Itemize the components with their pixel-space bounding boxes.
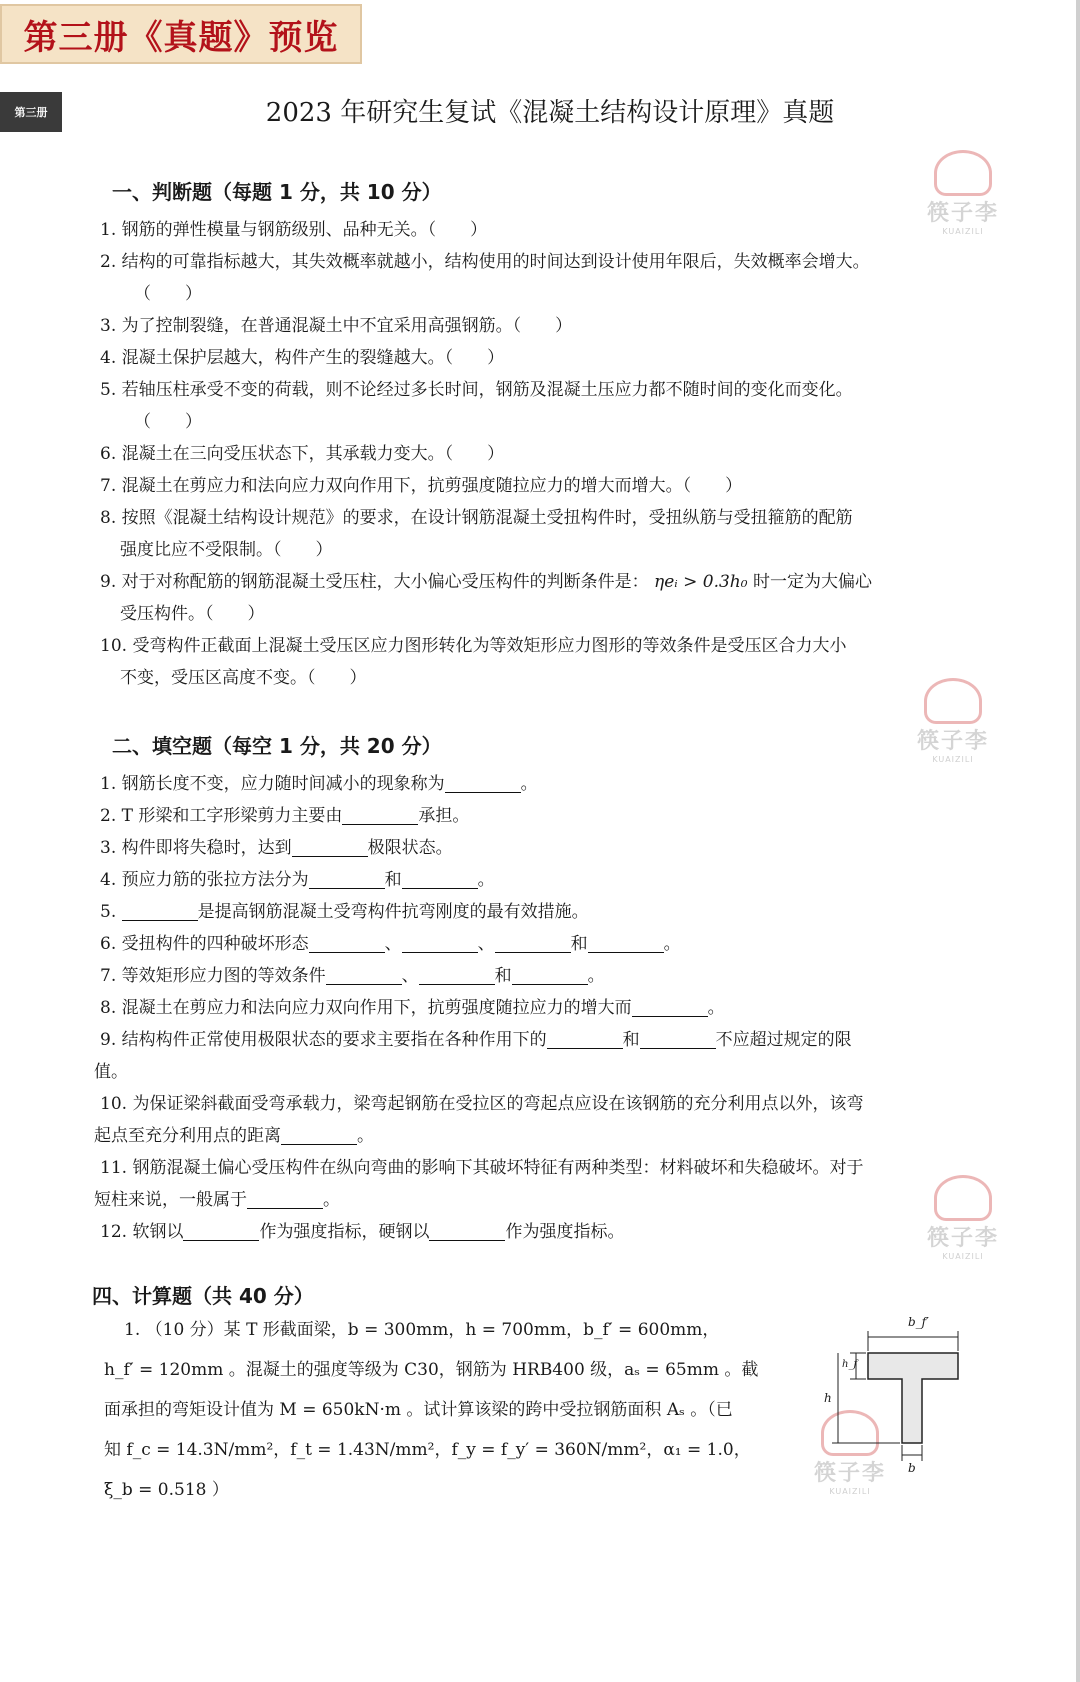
page-title: 2023 年研究生复试《混凝土结构设计原理》真题 [265,98,835,128]
answer-blank [547,1030,623,1049]
answer-blank [122,902,198,921]
page-edge-shadow [1076,0,1080,1682]
blank-question-10: 10. 为保证梁斜截面受弯承载力，梁弯起钢筋在受拉区的弯起点应设在该钢筋的充分利用点以外，该弯 [100,1094,864,1114]
answer-blank [247,1190,323,1209]
answer-blank [309,934,385,953]
blank-question-4: 4. 预应力筋的张拉方法分为 和 。 [100,870,495,890]
blank-question-3: 3. 构件即将失稳时，达到 极限状态。 [100,838,453,858]
blank-question-7: 7. 等效矩形应力图的等效条件 、 和 。 [100,966,605,986]
blank-question-11-cont: 短柱来说，一般属于 。 [94,1190,340,1210]
watermark-logo: 筷子李 KUAIZILI [918,1175,1008,1261]
calc-question-1 [104,1310,794,1510]
t-beam-outline [868,1353,958,1443]
question-6: 6. 混凝土在三向受压状态下，其承载力变大。（ ） [100,444,505,464]
answer-blank [512,966,588,985]
answer-blank [429,1222,505,1241]
watermark-logo: 筷子李 KUAIZILI [805,1410,895,1496]
question-8: 8. 按照《混凝土结构设计规范》的要求，在设计钢筋混凝土受扭构件时，受扭纵筋与受扭箍筋的配筋 强度比应不受限制。（ ） [100,508,853,560]
blank-question-9-cont: 值。 [94,1062,128,1082]
label-h: h [824,1391,832,1405]
banner-text: 第三册《真题》预览 [23,17,339,58]
question-2: 2. 结构的可靠指标越大，其失效概率就越小，结构使用的时间达到设计使用年限后，失效概率会增大。 （ ） [100,252,870,304]
answer-blank [588,934,664,953]
answer-blank [309,870,385,889]
blank-question-1: 1. 钢筋长度不变，应力随时间减小的现象称为 。 [100,774,538,794]
calc-line: 面承担的弯矩设计值为 M = 650kN·m 。试计算该梁的跨中受拉钢筋面积 Aₛ 。（已 [104,1400,733,1420]
answer-blank [326,966,402,985]
question-7: 7. 混凝土在剪应力和法向应力双向作用下，抗剪强度随拉应力的增大而增大。（ ） [100,476,743,496]
blank-question-8: 8. 混凝土在剪应力和法向应力双向作用下，抗剪强度随拉应力的增大而 。 [100,998,725,1018]
question-10: 10. 受弯构件正截面上混凝土受压区应力图形转化为等效矩形应力图形的等效条件是受压区合力大小 不变，受压区高度不变。（ ） [100,636,847,688]
label-hf: h_f [842,1359,858,1370]
section-fill-blank [94,730,1000,1248]
answer-blank [640,1030,716,1049]
section-heading-calc: 四、计算题（共 40 分） [92,1284,314,1308]
t-section-svg [820,1315,970,1480]
calc-line: 知 f_c = 14.3N/mm²，f_t = 1.43N/mm²，f_y = f_y′ = 360N/mm²，α₁ = 1.0， [104,1440,751,1460]
question-5: 5. 若轴压柱承受不变的荷载，则不论经过多长时间，钢筋及混凝土压应力都不随时间的变化而变化。 （ ） [100,380,853,432]
answer-blank [402,934,478,953]
section-heading: 二、填空题（每空 1 分，共 20 分） [112,734,442,758]
blank-question-12: 12. 软钢以 作为强度指标，硬钢以 作为强度指标。 [100,1222,625,1242]
answer-blank [402,870,478,889]
preview-banner [0,4,362,64]
answer-blank [632,998,708,1017]
watermark-logo: 筷子李 KUAIZILI [908,678,998,764]
answer-blank [342,806,418,825]
t-section-diagram [820,1315,970,1480]
answer-blank [495,934,571,953]
question-1: 1. 钢筋的弹性模量与钢筋级别、品种无关。（ ） [100,220,488,240]
question-3: 3. 为了控制裂缝，在普通混凝土中不宜采用高强钢筋。（ ） [100,316,573,336]
blank-question-10-cont: 起点至充分利用点的距离 。 [94,1126,374,1146]
blank-question-6: 6. 受扭构件的四种破坏形态 、 、 和 。 [100,934,681,954]
formula: ηeᵢ > 0.3h₀ [654,572,748,592]
blank-question-2: 2. T 形梁和工字形梁剪力主要由 承担。 [100,806,470,826]
watermark-logo: 筷子李 KUAIZILI [918,150,1008,236]
label-bf: b_f′ [908,1315,929,1329]
answer-blank [281,1126,357,1145]
label-b: b [908,1461,916,1475]
blank-question-9: 9. 结构构件正常使用极限状态的要求主要指在各种作用下的 和 不应超过规定的限 [100,1030,852,1050]
blank-question-11: 11. 钢筋混凝土偏心受压构件在纵向弯曲的影响下其破坏特征有两种类型：材料破坏和失稳破坏。对于 [100,1158,864,1178]
answer-blank [445,774,521,793]
answer-blank [419,966,495,985]
calc-line: 1. （10 分）某 T 形截面梁，b = 300mm，h = 700mm，b_f′ = 600mm， [124,1320,720,1340]
blank-question-5: 5. 是提高钢筋混凝土受弯构件抗弯刚度的最有效措施。 [100,902,589,922]
answer-blank [183,1222,259,1241]
section-heading: 一、判断题（每题 1 分，共 10 分） [112,180,442,204]
question-4: 4. 混凝土保护层越大，构件产生的裂缝越大。（ ） [100,348,505,368]
question-9: 9. 对于对称配筋的钢筋混凝土受压柱，大小偏心受压构件的判断条件是： ηeᵢ > 0.3h₀ 时一定为大偏心 受压构件。（ ） [100,572,872,624]
calc-line: h_f′ = 120mm 。混凝土的强度等级为 C30，钢筋为 HRB400 级，aₛ = 65mm 。截 [104,1360,759,1380]
section-true-false [100,176,1000,694]
calc-line: ξ_b = 0.518 ） [104,1480,229,1500]
answer-blank [292,838,368,857]
side-tab: 第三册 [0,92,62,132]
